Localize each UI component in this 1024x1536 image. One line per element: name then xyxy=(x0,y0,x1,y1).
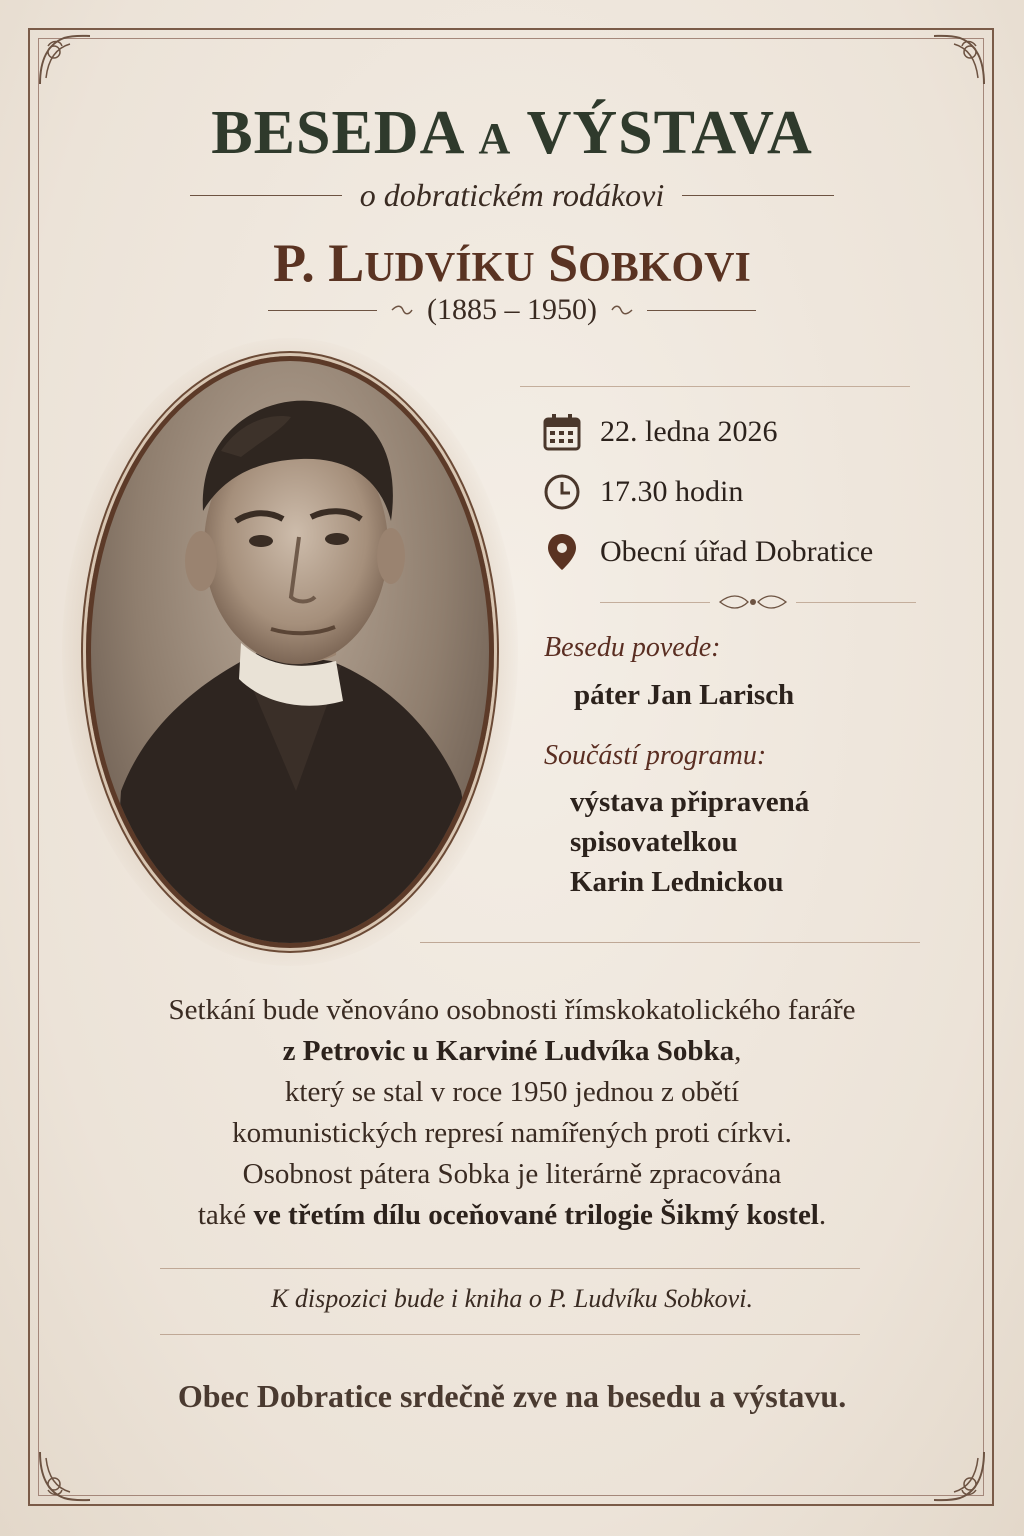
program-line-3: Karin Lednickou xyxy=(570,866,784,898)
title-word-beseda: BESEDA xyxy=(211,99,462,167)
description-line: Setkání bude věnováno osobnosti římskokatolického faráře xyxy=(168,994,856,1026)
section-divider xyxy=(420,942,920,943)
name-part-2: UDVÍKU xyxy=(364,245,535,291)
book-divider-bottom xyxy=(160,1334,860,1335)
event-date-text: 22. ledna 2026 xyxy=(600,415,778,448)
corner-ornament-icon xyxy=(930,30,990,90)
description-line: z Petrovic u Karviné Ludvíka Sobka, xyxy=(282,1035,742,1067)
flourish-icon xyxy=(718,592,788,612)
honoree-name xyxy=(0,232,1024,294)
portrait-photo xyxy=(86,356,494,948)
years-divider-left xyxy=(268,310,377,311)
flourish-icon xyxy=(611,304,633,316)
portrait-frame xyxy=(86,356,494,948)
subtitle-row xyxy=(190,172,834,218)
event-time-text: 17.30 hodin xyxy=(600,475,744,508)
invitation: Obec Dobratice srdečně zve na besedu a výstavu. xyxy=(177,1378,847,1414)
description-line: také ve třetím dílu oceňované trilogie Šikmý kostel. xyxy=(197,1199,827,1231)
title-word-vystava: VÝSTAVA xyxy=(526,99,813,167)
info-divider-top xyxy=(520,386,910,387)
event-time xyxy=(540,470,743,514)
subtitle-divider-right xyxy=(682,195,834,196)
description-line: Osobnost pátera Sobka je literárně zpracována xyxy=(242,1158,782,1190)
book-note: K dispozici bude i kniha o P. Ludvíku Sobkovi. xyxy=(271,1284,753,1313)
program-line-2: spisovatelkou xyxy=(570,826,738,858)
subtitle-divider-left xyxy=(190,195,342,196)
corner-ornament-icon xyxy=(34,30,94,90)
clock-icon xyxy=(540,470,584,514)
priest-portrait-icon xyxy=(91,361,494,948)
description-bold: ve třetím dílu oceňované trilogie Šikmý kostel xyxy=(253,1199,819,1231)
host-label: Besedu povede: xyxy=(544,632,721,663)
title-word-a: A xyxy=(478,114,512,163)
name-part-4: OBKOVI xyxy=(578,245,751,291)
calendar-icon xyxy=(540,410,584,454)
host-name: páter Jan Larisch xyxy=(574,679,795,711)
name-part-3: S xyxy=(548,233,579,293)
description-bold: z Petrovic u Karviné Ludvíka Sobka xyxy=(282,1035,735,1067)
info-divider-left xyxy=(600,602,710,603)
name-part-1: P. L xyxy=(273,233,365,293)
event-place xyxy=(540,530,873,574)
page-title xyxy=(0,98,1024,169)
subtitle: o dobratickém rodákovi xyxy=(359,176,665,213)
years-divider-right xyxy=(647,310,756,311)
corner-ornament-icon xyxy=(930,1446,990,1506)
info-divider-right xyxy=(796,602,916,603)
description-line: komunistických represí namířených proti církvi. xyxy=(232,1117,792,1149)
program-label: Součástí programu: xyxy=(544,740,767,771)
event-place-text: Obecní úřad Dobratice xyxy=(600,535,874,568)
description xyxy=(60,990,964,1236)
location-pin-icon xyxy=(540,530,584,574)
description-line: který se stal v roce 1950 jednou z obětí xyxy=(284,1076,740,1108)
life-years: (1885 – 1950) xyxy=(427,293,597,326)
program-line-1: výstava připravená xyxy=(570,786,810,818)
years-row xyxy=(268,290,756,330)
flourish-icon xyxy=(391,304,413,316)
book-divider-top xyxy=(160,1268,860,1269)
corner-ornament-icon xyxy=(34,1446,94,1506)
event-date xyxy=(540,410,777,454)
